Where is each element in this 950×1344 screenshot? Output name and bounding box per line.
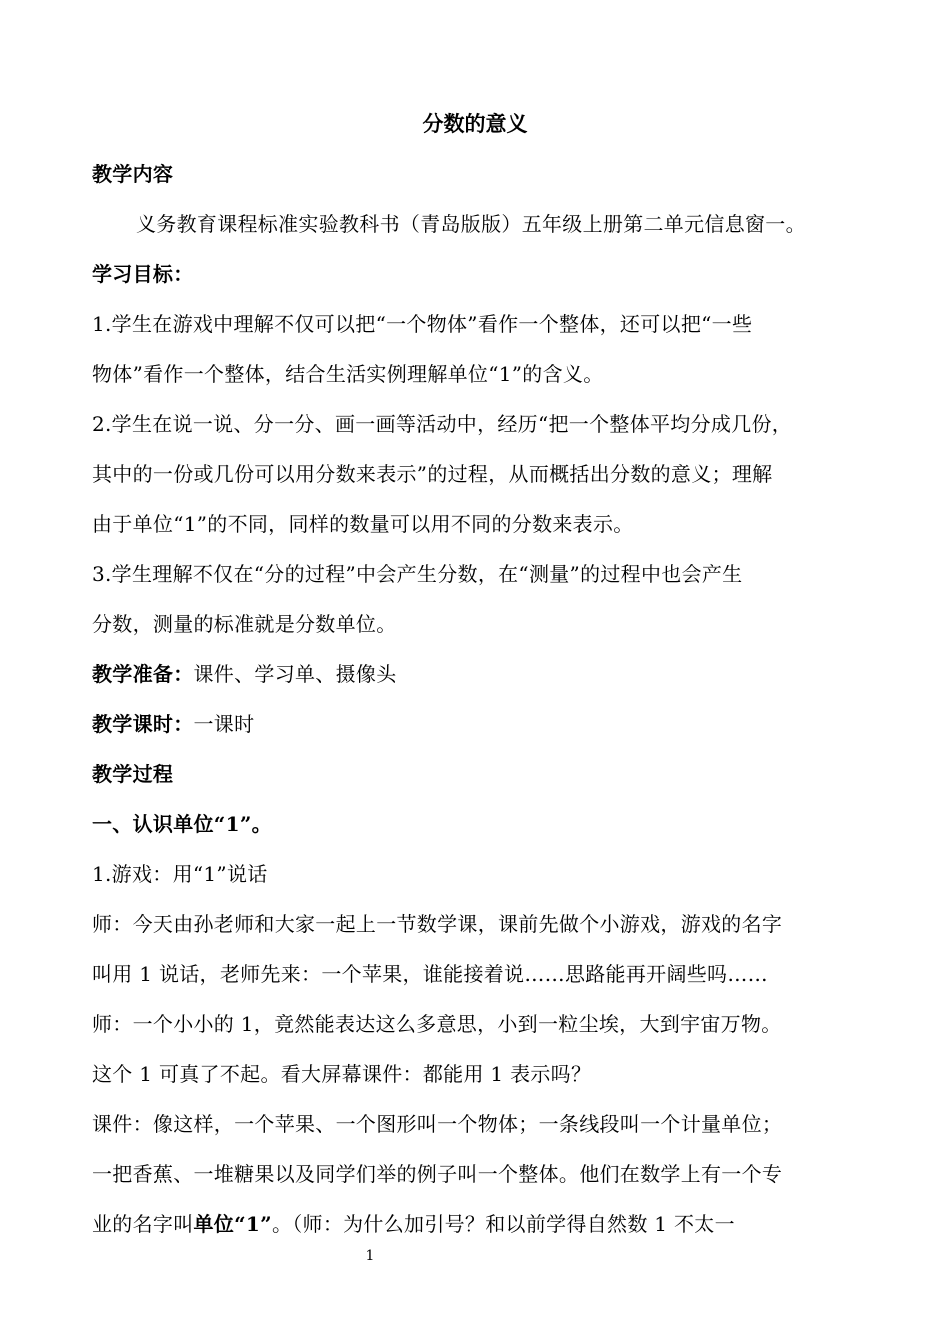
objective-1-line-2: 物体”看作一个整体，结合生活实例理解单位“1”的含义。 bbox=[92, 362, 604, 386]
objective-2-line-2: 其中的一份或几份可以用分数来表示”的过程，从而概括出分数的意义；理解 bbox=[92, 462, 773, 486]
duration-value: 一课时 bbox=[193, 712, 255, 736]
paragraph-1-line-1: 师：今天由孙老师和大家一起上一节数学课，课前先做个小游戏，游戏的名字 bbox=[92, 912, 783, 936]
section-1-heading: 一、认识单位“1”。 bbox=[92, 812, 272, 836]
teaching-content-text: 义务教育课程标准实验教科书（青岛版版）五年级上册第二单元信息窗一。 bbox=[136, 212, 806, 236]
paragraph-3-line-2: 一把香蕉、一堆糖果以及同学们举的例子叫一个整体。他们在数学上有一个专 bbox=[92, 1162, 783, 1186]
preparation-label: 教学准备： bbox=[92, 662, 194, 686]
objective-3-line-1: 3.学生理解不仅在“分的过程”中会产生分数，在“测量”的过程中也会产生 bbox=[92, 562, 743, 586]
teaching-content-heading: 教学内容 bbox=[92, 162, 174, 186]
objective-2-line-1: 2.学生在说一说、分一分、画一画等活动中，经历“把一个整体平均分成几份， bbox=[92, 412, 793, 436]
preparation-value: 课件、学习单、摄像头 bbox=[193, 662, 397, 686]
paragraph-3-line-3 bbox=[92, 1210, 882, 1238]
paragraph-3-text-before: 业的名字叫 bbox=[92, 1212, 194, 1236]
duration-label: 教学课时： bbox=[92, 712, 194, 736]
process-heading: 教学过程 bbox=[92, 762, 174, 786]
document-title: 分数的意义 bbox=[422, 111, 528, 136]
paragraph-1-line-2: 叫用 1 说话，老师先来：一个苹果，谁能接着说……思路能再开阔些吗…… bbox=[92, 962, 768, 986]
objective-3-line-2: 分数，测量的标准就是分数单位。 bbox=[92, 612, 397, 636]
page-number: 1 bbox=[365, 1248, 375, 1264]
objective-1-line-1: 1.学生在游戏中理解不仅可以把“一个物体”看作一个整体，还可以把“一些 bbox=[92, 312, 753, 336]
objective-2-line-3: 由于单位“1”的不同，同样的数量可以用不同的分数来表示。 bbox=[92, 512, 634, 536]
duration-line bbox=[92, 710, 882, 738]
objectives-heading: 学习目标： bbox=[92, 262, 194, 286]
preparation-line bbox=[92, 660, 882, 688]
unit-one-term: 单位“1” bbox=[193, 1212, 272, 1236]
paragraph-2-line-1: 师：一个小小的 1，竟然能表达这么多意思，小到一粒尘埃，大到宇宙万物。 bbox=[92, 1012, 782, 1036]
paragraph-2-line-2: 这个 1 可真了不起。看大屏幕课件：都能用 1 表示吗？ bbox=[92, 1062, 592, 1086]
paragraph-3-text-after: 。（师：为什么加引号？和以前学得自然数 1 不太一 bbox=[271, 1212, 735, 1236]
paragraph-3-line-1: 课件：像这样，一个苹果、一个图形叫一个物体；一条线段叫一个计量单位； bbox=[92, 1112, 783, 1136]
game-title: 1.游戏：用“1”说话 bbox=[92, 862, 268, 886]
